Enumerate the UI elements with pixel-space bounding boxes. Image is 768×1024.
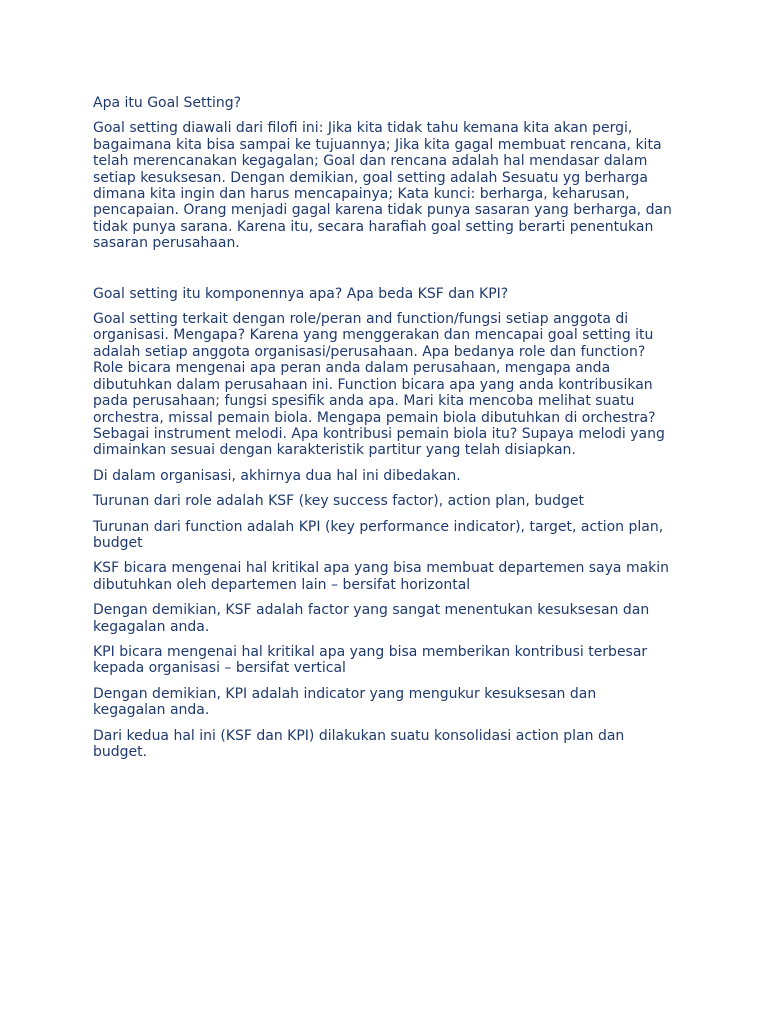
paragraph-kpi-definition: KPI bicara mengenai hal kritikal apa yang bisa memberikan kontribusi terbesar kepada organisasi – bersifat vertical — [93, 643, 648, 677]
paragraph-kpi-conclusion: Dengan demikian, KPI adalah indicator yang mengukur kesuksesan dan kegagalan anda. — [93, 685, 597, 719]
paragraph-function-derivative: Turunan dari function adalah KPI (key performance indicator), target, action plan, budget — [93, 518, 664, 551]
paragraph-role-derivative: Turunan dari role adalah KSF (key success factor), action plan, budget — [93, 493, 584, 510]
paragraph-consolidation: Dari kedua hal ini (KSF dan KPI) dilakukan suatu konsolidasi action plan dan budget. — [93, 727, 625, 760]
document-body — [93, 95, 673, 769]
paragraph-ksf-conclusion: Dengan demikian, KSF adalah factor yang sangat menentukan kesuksesan dan kegagalan anda. — [93, 602, 650, 635]
paragraph-goal-setting-definition: Goal setting diawali dari filofi ini: Jika kita tidak tahu kemana kita akan pergi, bagaimana kita bisa sampai ke tujuannya; Jika kita gagal membuat rencana, kita telah merencanakan kegagalan; Goal dan rencana adalah hal mendasar dalam setiap kesuksesan. Dengan demikian, goal setting adalah Sesuatu yg berharga dimana kita ingin dan harus mencapainya; Kata kunci: berharga, keharusan, pencapaian. Orang menjadi gagal karena tidak punya sasaran yang berharga, dan tidak punya sarana. Karena itu, secara harafiah goal setting berarti penentukan sasaran perusahaan. — [93, 120, 672, 252]
paragraph-organization-difference: Di dalam organisasi, akhirnya dua hal ini dibedakan. — [93, 467, 461, 484]
paragraph-role-function: Goal setting terkait dengan role/peran and function/fungsi setiap anggota di organisasi. Mengapa? Karena yang menggerakan dan mencapai goal setting itu adalah setiap anggota organisasi/perusahaan. Apa bedanya role dan function? Role bicara mengenai apa peran anda dalam perusahaan, mengapa anda dibutuhkan dalam perusahaan ini. Function bicara apa yang anda kontribusikan pada perusahaan; fungsi spesifik anda apa. Mari kita mencoba melihat suatu orchestra, missal pemain biola. Mengapa pemain biola dibutuhkan di orchestra? Sebagai instrument melodi. Apa kontribusi pemain biola itu? Supaya melodi yang dimainkan sesuai dengan karakteristik partitur yang telah disiapkan. — [93, 311, 665, 459]
section-spacer — [93, 261, 673, 286]
section-heading-components: Goal setting itu komponennya apa? Apa beda KSF dan KPI? — [93, 285, 509, 302]
section-heading-goal-setting: Apa itu Goal Setting? — [93, 95, 242, 111]
paragraph-ksf-definition: KSF bicara mengenai hal kritikal apa yang bisa membuat departemen saya makin dibutuhkan oleh departemen lain – bersifat horizontal — [93, 560, 670, 593]
